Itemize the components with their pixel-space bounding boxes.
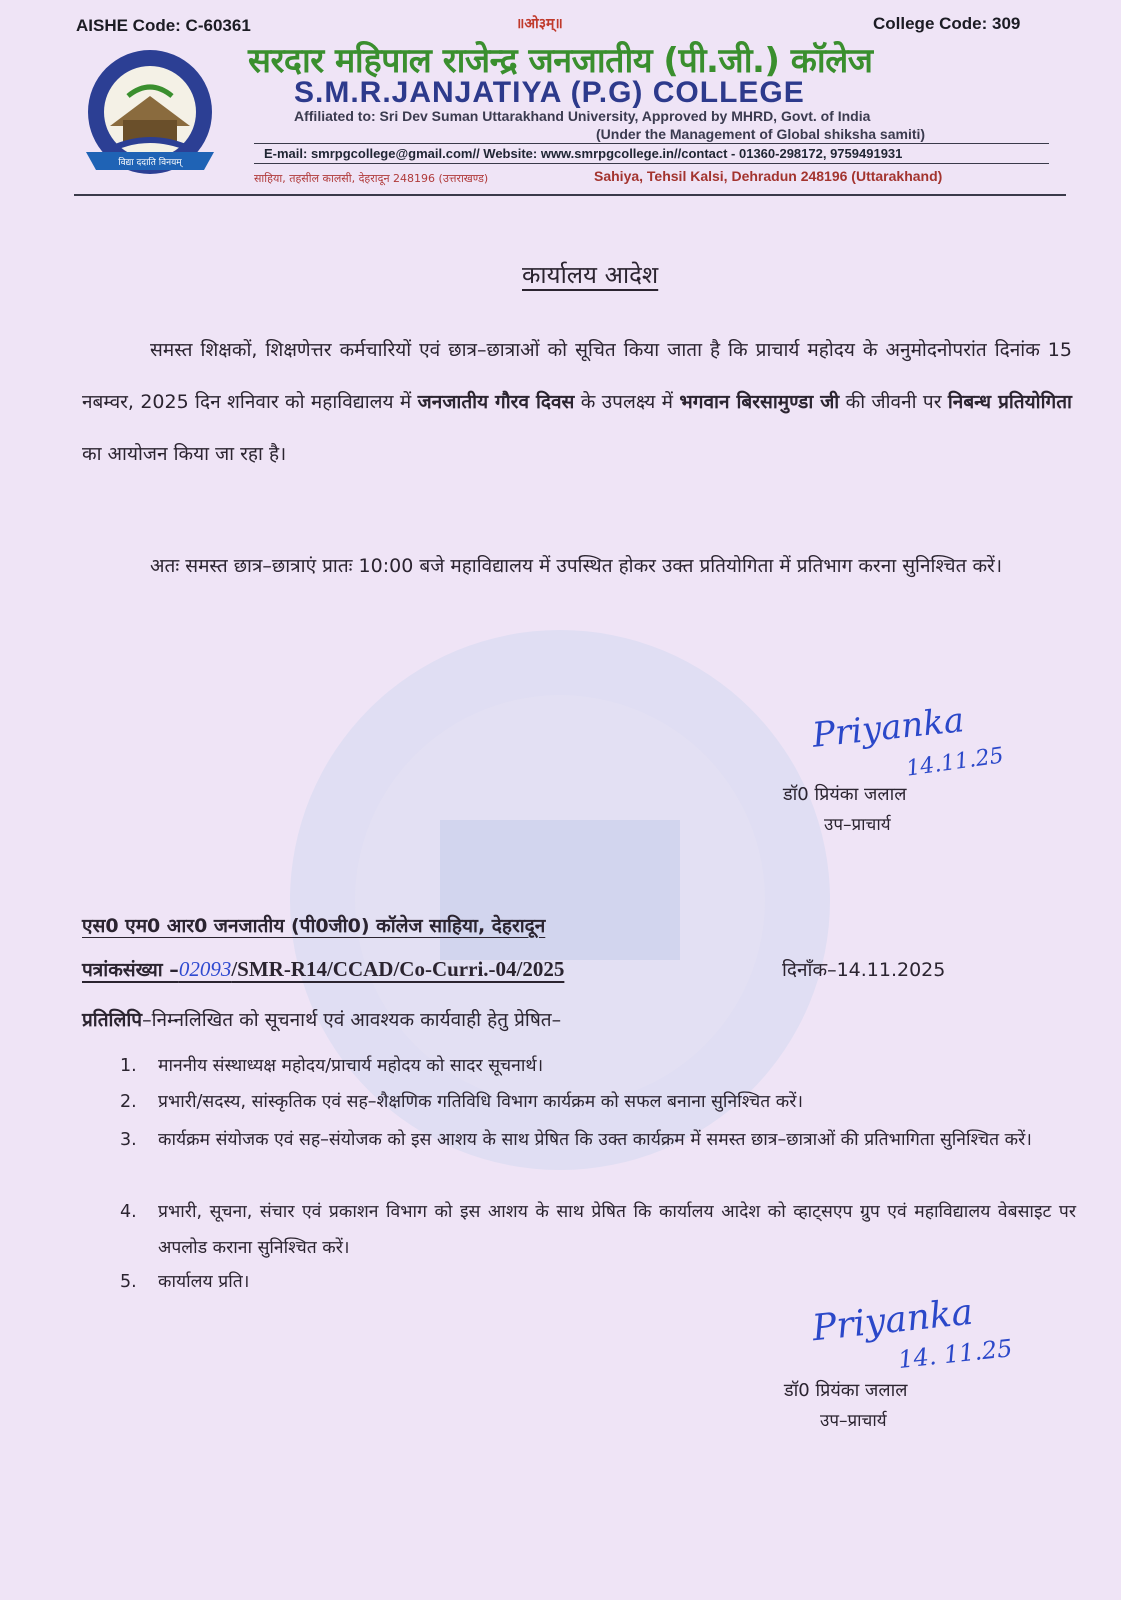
header-rule-mid [254, 163, 1049, 164]
institution-line: एस0 एम0 आर0 जनजातीय (पी0जी0) कॉलेज साहिया, देहरादून [82, 915, 546, 937]
signatory-name-1: डॉ0 प्रियंका जलाल [783, 784, 907, 805]
address-english: Sahiya, Tehsil Kalsi, Dehradun 248196 (Uttarakhand) [594, 168, 943, 184]
letter-number: पत्रांकसंख्या –02093/SMR-R14/CCAD/Co-Curri.-04/2025 [82, 957, 565, 981]
letter-date: दिनाँक–14.11.2025 [782, 959, 946, 981]
notice-paragraph-2: अतः समस्त छात्र–छात्राएं प्रातः 10:00 बजे महाविद्यालय में उपस्थित होकर उक्त प्रतियोगिता में प्रतिभाग करना सुनिश्चित करें। [150, 555, 1003, 577]
om-symbol: ॥ओ३म्॥ [516, 16, 563, 32]
college-code: College Code: 309 [873, 14, 1021, 33]
notice-paragraph-1: समस्त शिक्षकों, शिक्षणेत्तर कर्मचारियों एवं छात्र–छात्राओं को सूचित किया जाता है कि प्राचार्य महोदय के अनुमोदनोपरांत दिनांक 15 नबम्वर, 2025 दिन शनिवार को महाविद्यालय में जनजातीय गौरव दिवस के उपलक्ष्य में भगवान बिरसामुण्डा जी की जीवनी पर निबन्ध प्रतियोगिता का आयोजन किया जा रहा है। [82, 339, 1072, 465]
signature-1-date: 14.11.25 [904, 743, 1006, 782]
signature-2: Priyanka [810, 1291, 975, 1350]
aishe-code: AISHE Code: C-60361 [76, 16, 251, 35]
management: (Under the Management of Global shiksha samiti) [596, 126, 926, 142]
order-title: कार्यालय आदेश [522, 261, 659, 289]
college-name-english: S.M.R.JANJATIYA (P.G) COLLEGE [294, 76, 805, 109]
affiliation: Affiliated to: Sri Dev Suman Uttarakhand University, Approved by MHRD, Govt. of India [294, 108, 871, 124]
signatory-name-2: डॉ0 प्रियंका जलाल [784, 1380, 908, 1401]
signatory-designation-1: उप–प्राचार्य [824, 815, 891, 835]
signature-1: Priyanka [810, 700, 966, 756]
contact-line: E-mail: smrpgcollege@gmail.com// Website: www.smrpgcollege.in//contact - 01360-298172, 9759491931 [264, 146, 903, 161]
signature-2-date: 14. 11.25 [896, 1334, 1014, 1374]
logo-banner-text: विद्या ददाति विनयम् [118, 158, 182, 168]
college-logo [68, 48, 240, 178]
header-rule-bottom [74, 194, 1066, 196]
address-hindi: साहिया, तहसील कालसी, देहरादून 248196 (उत्तराखण्ड) [254, 172, 489, 185]
copy-to-heading: प्रतिलिपि–निम्नलिखित को सूचनार्थ एवं आवश्यक कार्यवाही हेतु प्रेषित– [82, 1009, 562, 1031]
college-name-hindi: सरदार महिपाल राजेन्द्र जनजातीय (पी.जी.) कॉलेज [248, 41, 873, 81]
header-rule-top [254, 143, 1049, 144]
copy-list: 1. माननीय संस्थाध्यक्ष महोदय/प्राचार्य महोदय को सादर सूचनार्थ। 2. प्रभारी/सदस्य, सांस्कृतिक एवं सह–शैक्षणिक गतिविधि विभाग कार्यक्रम को सफल बनाना सुनिश्चित करें। 3. कार्यक्रम संयोजक एवं सह–संयोजक को इस आशय के साथ प्रेषित कि उक्त कार्यक्रम में समस्त छात्र–छात्राओं की प्रतिभागिता सुनिश्चित करें। 4. प्रभारी, सूचना, संचार एवं प्रकाशन विभाग को इस आशय के साथ प्रेषित कि कार्यालय आदेश को व्हाट्सएप ग्रुप एवं महाविद्यालय वेबसाइट पर अपलोड कराना सुनिश्चित करें। 5. कार्यालय प्रति। [120, 1056, 1076, 1292]
signatory-designation-2: उप–प्राचार्य [820, 1411, 887, 1431]
